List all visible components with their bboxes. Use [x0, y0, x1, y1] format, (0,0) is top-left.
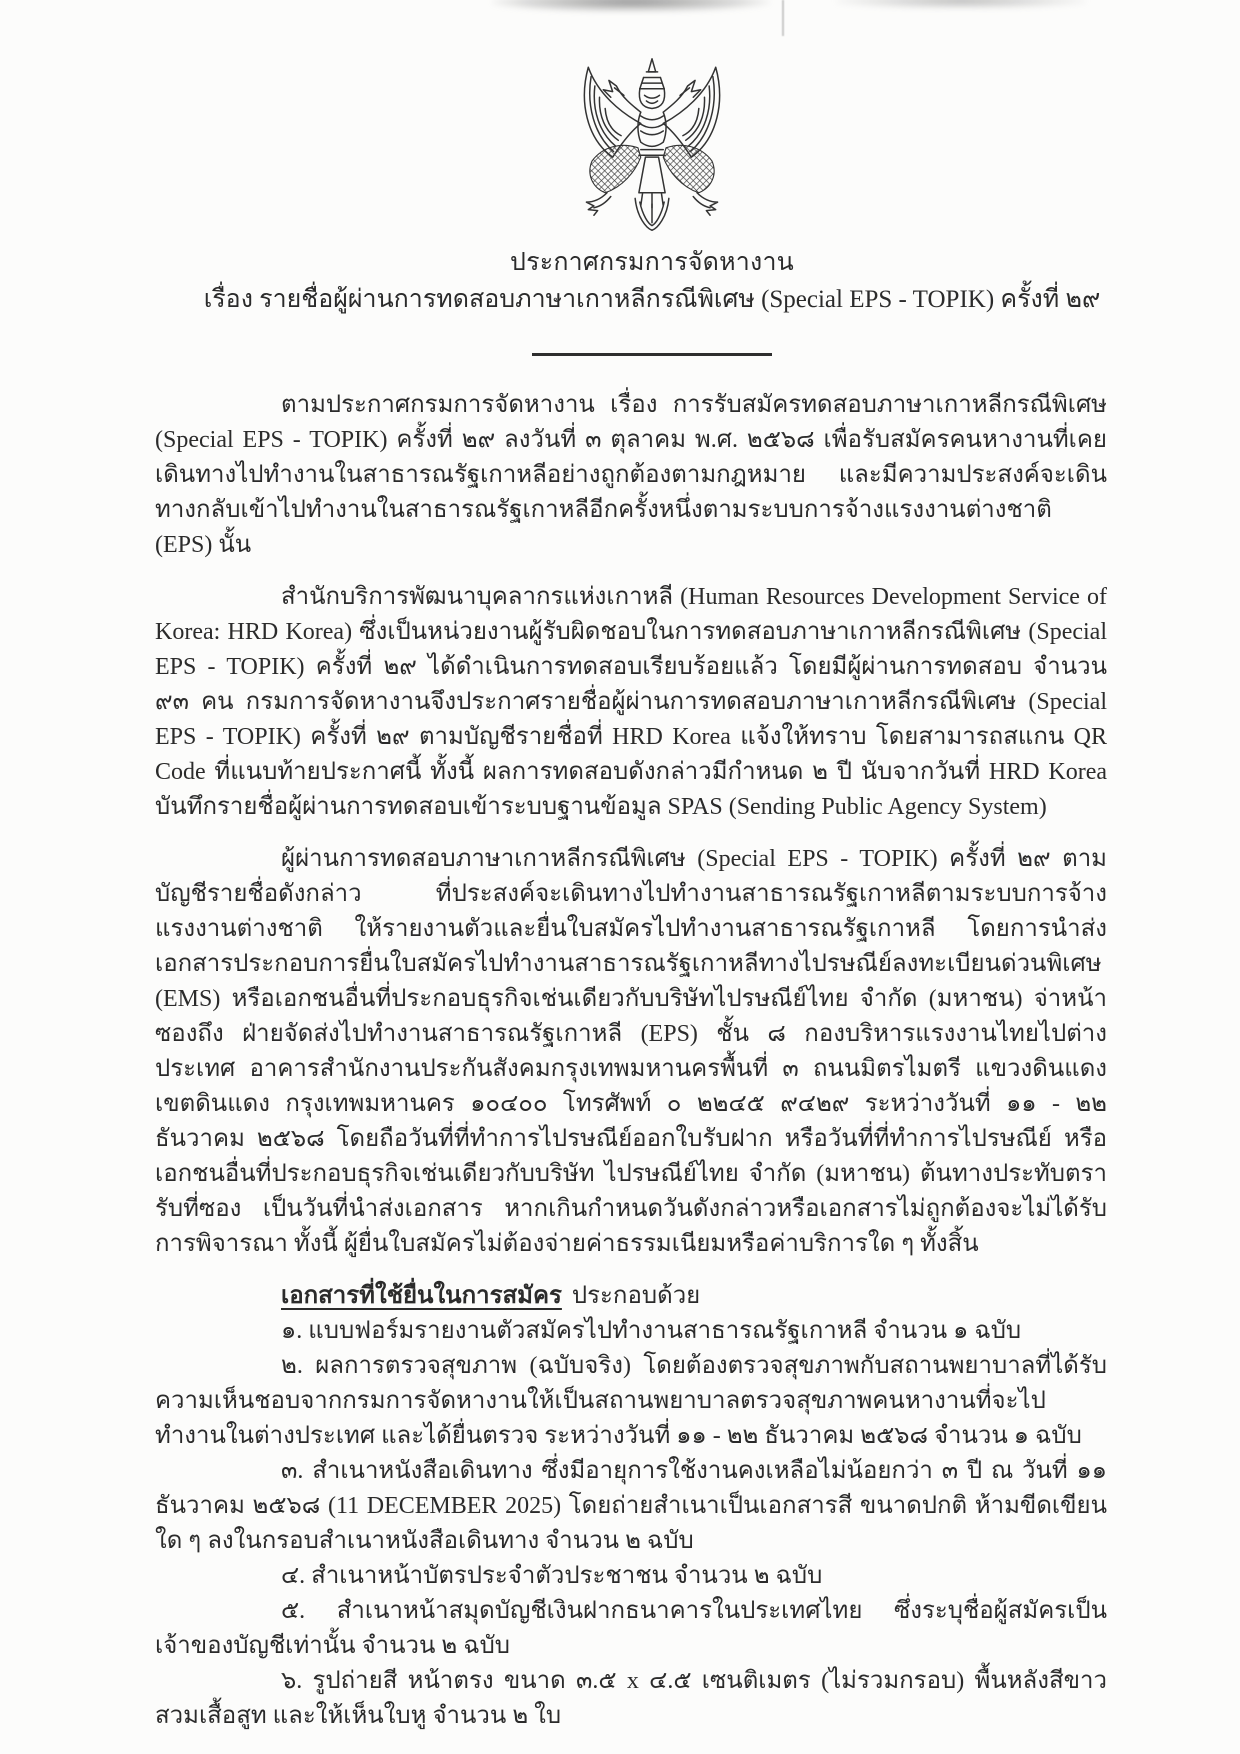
list-item-3: ๓. สำเนาหนังสือเดินทาง ซึ่งมีอายุการใช้งานคงเหลือไม่น้อยกว่า ๓ ปี ณ วันที่ ๑๑ ธันวาคม ๒๕๖๘ (11 DECEMBER 2025) โดยถ่ายสำเนาเป็นเอกสารสี ขนาดปกติ ห้ามขีดเขียนใด ๆ ลงในกรอบสำเนาหนังสือเดินทาง จำนวน ๒ ฉบับ: [155, 1458, 1107, 1554]
section-heading-suffix: ประกอบด้วย: [571, 1283, 701, 1309]
document-title: ประกาศกรมการจัดหางาน: [510, 249, 794, 276]
list-item-4: ๔. สำเนาหน้าบัตรประจำตัวประชาชน จำนวน ๒ ฉบับ: [281, 1563, 823, 1589]
garuda-emblem: [546, 56, 758, 234]
section-heading: เอกสารที่ใช้ยื่นในการสมัคร: [281, 1283, 562, 1309]
list-item-6: ๖. รูปถ่ายสี หน้าตรง ขนาด ๓.๕ x ๔.๕ เซนติเมตร (ไม่รวมกรอบ) พื้นหลังสีขาว สวมเสื้อสูท และให้เห็นใบหู จำนวน ๒ ใบ: [155, 1668, 1107, 1729]
document-body: [155, 388, 1107, 1734]
paragraph-preamble: ตามประกาศกรมการจัดหางาน เรื่อง การรับสมัครทดสอบภาษาเกาหลีกรณีพิเศษ (Special EPS - TOPIK) ครั้งที่ ๒๙ ลงวันที่ ๓ ตุลาคม พ.ศ. ๒๕๖๘ เพื่อรับสมัครคนหางานที่เคยเดินทางไปทำงานในสาธารณรัฐเกาหลีอย่างถูกต้องตามกฎหมาย และมีความประสงค์จะเดินทางกลับเข้าไปทำงานในสาธารณรัฐเกาหลีอีกครั้งหนึ่งตามระบบการจ้างแรงงานต่างชาติ (EPS) นั้น: [155, 392, 1107, 558]
list-item-1: ๑. แบบฟอร์มรายงานตัวสมัครไปทำงานสาธารณรัฐเกาหลี จำนวน ๑ ฉบับ: [281, 1318, 1022, 1344]
section-heading-line: [155, 1279, 1107, 1314]
paragraph-results: สำนักบริการพัฒนาบุคลากรแห่งเกาหลี (Human Resources Development Service of Korea: HRD Korea) ซึ่งเป็นหน่วยงานผู้รับผิดชอบในการทดสอบภาษาเกาหลีกรณีพิเศษ (Special EPS - TOPIK) ครั้งที่ ๒๙ ได้ดำเนินการทดสอบเรียบร้อยแล้ว โดยมีผู้ผ่านการทดสอบ จำนวน ๙๓ คน กรมการจัดหางานจึงประกาศรายชื่อผู้ผ่านการทดสอบภาษาเกาหลีกรณีพิเศษ (Special EPS - TOPIK) ครั้งที่ ๒๙ ตามบัญชีรายชื่อที่ HRD Korea แจ้งให้ทราบ โดยสามารถสแกน QR Code ที่แนบท้ายประกาศนี้ ทั้งนี้ ผลการทดสอบดังกล่าวมีกำหนด ๒ ปี นับจากวันที่ HRD Korea บันทึกรายชื่อผู้ผ่านการทดสอบเข้าระบบฐานข้อมูล SPAS (Sending Public Agency System): [155, 584, 1107, 820]
list-item-2: ๒. ผลการตรวจสุขภาพ (ฉบับจริง) โดยต้องตรวจสุขภาพกับสถานพยาบาลที่ได้รับความเห็นชอบจากกรมการจัดหางานให้เป็นสถานพยาบาลตรวจสุขภาพคนหางานที่จะไปทำงานในต่างประเทศ และได้ยื่นตรวจ ระหว่างวันที่ ๑๑ - ๒๒ ธันวาคม ๒๕๖๘ จำนวน ๑ ฉบับ: [155, 1353, 1107, 1449]
document-subject: เรื่อง รายชื่อผู้ผ่านการทดสอบภาษาเกาหลีกรณีพิเศษ (Special EPS - TOPIK) ครั้งที่ ๒๙: [203, 286, 1101, 313]
paragraph-instructions: ผู้ผ่านการทดสอบภาษาเกาหลีกรณีพิเศษ (Special EPS - TOPIK) ครั้งที่ ๒๙ ตามบัญชีรายชื่อดังกล่าว ที่ประสงค์จะเดินทางไปทำงานสาธารณรัฐเกาหลีตามระบบการจ้างแรงงานต่างชาติ ให้รายงานตัวและยื่นใบสมัครไปทำงานสาธารณรัฐเกาหลี โดยการนำส่งเอกสารประกอบการยื่นใบสมัครไปทำงานสาธารณรัฐเกาหลีทางไปรษณีย์ลงทะเบียนด่วนพิเศษ (EMS) หรือเอกชนอื่นที่ประกอบธุรกิจเช่นเดียวกับบริษัทไปรษณีย์ไทย จำกัด (มหาชน) จ่าหน้าซองถึง ฝ่ายจัดส่งไปทำงานสาธารณรัฐเกาหลี (EPS) ชั้น ๘ กองบริหารแรงงานไทยไปต่างประเทศ อาคารสำนักงานประกันสังคมกรุงเทพมหานครพื้นที่ ๓ ถนนมิตรไมตรี แขวงดินแดง เขตดินแดง กรุงเทพมหานคร ๑๐๔๐๐ โทรศัพท์ ๐ ๒๒๔๕ ๙๔๒๙ ระหว่างวันที่ ๑๑ - ๒๒ ธันวาคม ๒๕๖๘ โดยถือวันที่ที่ทำการไปรษณีย์ออกใบรับฝาก หรือวันที่ที่ทำการไปรษณีย์ หรือเอกชนอื่นที่ประกอบธุรกิจเช่นเดียวกับบริษัท ไปรษณีย์ไทย จำกัด (มหาชน) ต้นทางประทับตรารับที่ซอง เป็นวันที่นำส่งเอกสาร หากเกินกำหนดวันดังกล่าวหรือเอกสารไม่ถูกต้องจะไม่ได้รับการพิจารณา ทั้งนี้ ผู้ยื่นใบสมัครไม่ต้องจ่ายค่าธรรมเนียมหรือค่าบริการใด ๆ ทั้งสิ้น: [155, 846, 1107, 1257]
title-divider: [532, 353, 772, 356]
list-item-5: ๕. สำเนาหน้าสมุดบัญชีเงินฝากธนาคารในประเทศไทย ซึ่งระบุชื่อผู้สมัครเป็นเจ้าของบัญชีเท่านั้น จำนวน ๒ ฉบับ: [155, 1598, 1107, 1659]
document-header: [32, 0, 1240, 356]
